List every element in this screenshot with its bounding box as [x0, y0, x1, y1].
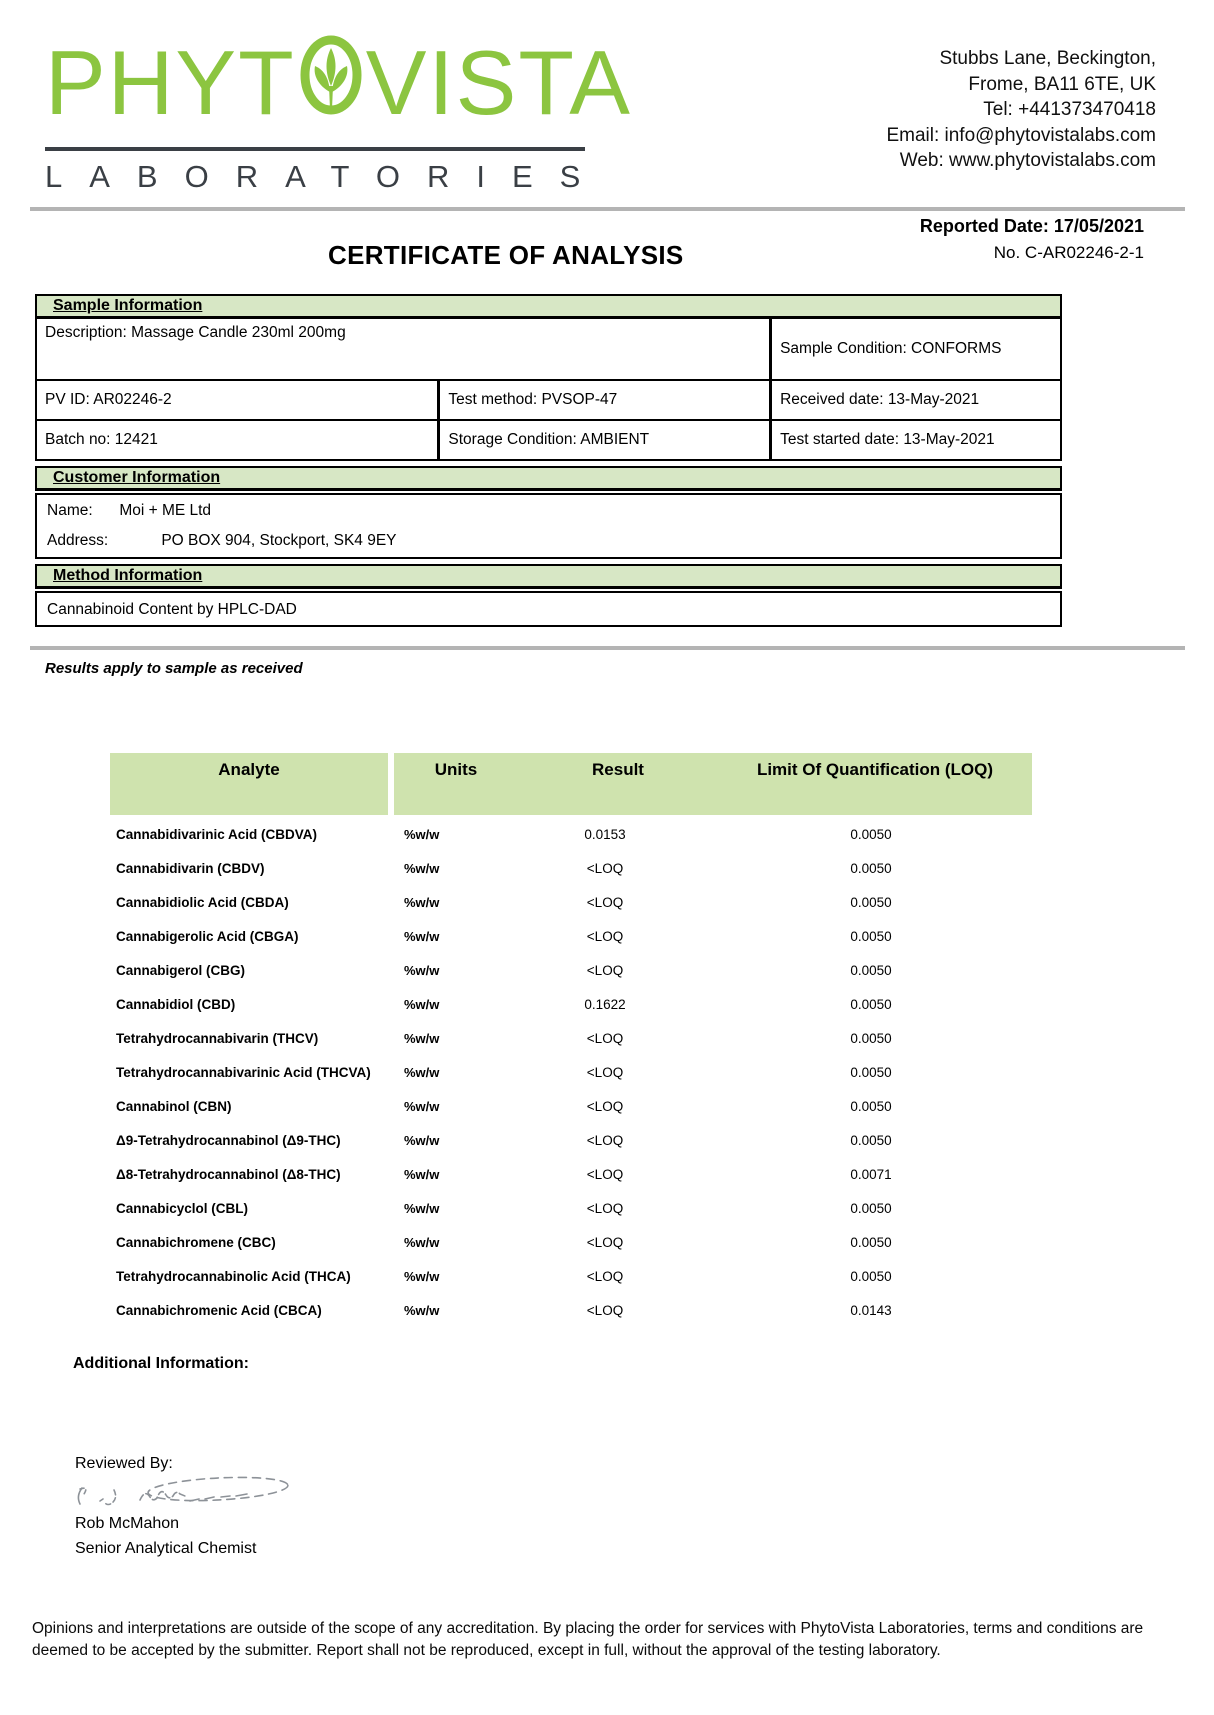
analyte-result: <LOQ — [586, 1064, 624, 1080]
table-row — [110, 885, 1032, 919]
analyte-units: %w/w — [404, 962, 440, 978]
customer-information-box — [35, 493, 1062, 559]
section-header-method-information: Method Information — [35, 564, 1062, 589]
analyte-result: <LOQ — [586, 1166, 624, 1182]
analyte-result: <LOQ — [586, 1302, 624, 1318]
customer-name: Moi + ME Ltd — [119, 502, 212, 519]
reviewed-by-label: Reviewed By: — [75, 1455, 173, 1472]
results-divider-line — [30, 646, 1185, 650]
certificate-title: CERTIFICATE OF ANALYSIS — [328, 240, 684, 270]
analyte-loq: 0.0050 — [850, 1132, 892, 1148]
analyte-units: %w/w — [404, 1234, 440, 1250]
table-row — [110, 1191, 1032, 1225]
analyte-result: <LOQ — [586, 860, 624, 876]
test-method: Test method: PVSOP-47 — [437, 381, 769, 419]
table-row — [110, 817, 1032, 851]
contact-line: Stubbs Lane, Beckington, — [939, 48, 1156, 69]
table-row — [110, 1225, 1032, 1259]
analyte-name: Tetrahydrocannabivarinic Acid (THCVA) — [116, 1064, 371, 1080]
analyte-units: %w/w — [404, 1200, 440, 1216]
logo-text-vista: VISTA — [365, 33, 632, 134]
test-started-date: Test started date: 13-May-2021 — [769, 421, 1060, 459]
customer-address-label: Address: — [47, 532, 109, 549]
method-information-box: Cannabinoid Content by HPLC-DAD — [35, 591, 1062, 627]
logo-divider — [45, 147, 585, 151]
analyte-result: <LOQ — [586, 928, 624, 944]
reviewer-name: Rob McMahon — [75, 1515, 180, 1532]
column-header-result: Result — [592, 760, 644, 779]
analyte-loq: 0.0050 — [850, 962, 892, 978]
analyte-units: %w/w — [404, 996, 440, 1012]
results-note: Results apply to sample as received — [45, 660, 303, 677]
analyte-loq: 0.0050 — [850, 1098, 892, 1114]
section-header-customer-information: Customer Information — [35, 466, 1062, 491]
table-row — [110, 987, 1032, 1021]
analyte-units: %w/w — [404, 894, 440, 910]
analyte-loq: 0.0050 — [850, 1030, 892, 1046]
sample-info-row-2 — [35, 421, 1062, 461]
table-row — [110, 919, 1032, 953]
customer-name-label: Name: — [47, 502, 93, 519]
logo-wordmark — [45, 33, 632, 134]
analyte-units: %w/w — [404, 1302, 440, 1318]
table-row — [110, 1259, 1032, 1293]
certificate-number: No. C-AR02246-2-1 — [993, 243, 1144, 262]
analyte-result: <LOQ — [586, 1234, 624, 1250]
analyte-name: Cannabidivarin (CBDV) — [116, 860, 265, 876]
additional-information-label: Additional Information: — [73, 1355, 249, 1372]
analyte-loq: 0.0050 — [850, 928, 892, 944]
section-header-sample-information: Sample Information — [35, 294, 1062, 319]
batch-no: Batch no: 12421 — [45, 431, 158, 448]
contact-line: Frome, BA11 6TE, UK — [968, 73, 1156, 95]
analyte-units: %w/w — [404, 928, 440, 944]
table-row — [110, 1055, 1032, 1089]
analyte-result: <LOQ — [586, 1200, 624, 1216]
analyte-name: Δ9-Tetrahydrocannabinol (Δ9-THC) — [116, 1132, 341, 1148]
analyte-name: Cannabidiolic Acid (CBDA) — [116, 894, 289, 910]
analyte-name: Tetrahydrocannabivarin (THCV) — [116, 1030, 319, 1046]
disclaimer-text: Opinions and interpretations are outside of the scope of any accreditation. By placing the order for services with PhytoVista Laboratories, terms and conditions are deemed to be accepted by the submitter. Report shall not be reproduced, except in full, without the approval of the testing laboratory. — [32, 1620, 1144, 1659]
analyte-units: %w/w — [404, 1132, 440, 1148]
logo-text-phyt: PHYT — [45, 33, 296, 134]
certificate-meta — [920, 216, 1144, 263]
pv-id: PV ID: AR02246-2 — [45, 391, 172, 408]
logo-subtitle: LABORATORIES — [45, 159, 608, 194]
analyte-name: Cannabigerol (CBG) — [116, 962, 246, 978]
analyte-loq: 0.0050 — [850, 894, 892, 910]
analyte-name: Cannabigerolic Acid (CBGA) — [116, 928, 299, 944]
reviewer-title: Senior Analytical Chemist — [75, 1540, 257, 1557]
analyte-name: Cannabicyclol (CBL) — [116, 1200, 249, 1216]
sample-information-grid — [35, 319, 1062, 461]
logo — [45, 33, 632, 195]
analyte-result: <LOQ — [586, 1098, 624, 1114]
results-table-header — [110, 753, 1032, 815]
analyte-name: Tetrahydrocannabinolic Acid (THCA) — [116, 1268, 351, 1284]
analyte-loq: 0.0050 — [850, 1234, 892, 1250]
analyte-result: <LOQ — [586, 962, 624, 978]
storage-condition: Storage Condition: AMBIENT — [437, 421, 769, 459]
analyte-loq: 0.0050 — [850, 1268, 892, 1284]
results-table — [110, 753, 1032, 1327]
analyte-result: 0.0153 — [584, 826, 626, 842]
analyte-loq: 0.0143 — [850, 1302, 892, 1318]
received-date: Received date: 13-May-2021 — [769, 381, 1060, 419]
analyte-result: <LOQ — [586, 894, 624, 910]
customer-name-row — [47, 502, 1050, 520]
table-row — [110, 1293, 1032, 1327]
sample-info-row-1 — [35, 381, 1062, 421]
table-row — [110, 1021, 1032, 1055]
analyte-loq: 0.0071 — [850, 1166, 892, 1182]
analyte-result: <LOQ — [586, 1132, 624, 1148]
contact-line: Tel: +441373470418 — [983, 99, 1156, 120]
analyte-loq: 0.0050 — [850, 1200, 892, 1216]
analyte-units: %w/w — [404, 1030, 440, 1046]
analyte-loq: 0.0050 — [850, 1064, 892, 1080]
analyte-result: <LOQ — [586, 1268, 624, 1284]
reported-date: Reported Date: 17/05/2021 — [919, 216, 1144, 236]
contact-block — [886, 46, 1156, 174]
customer-address-row — [47, 532, 1050, 550]
analyte-units: %w/w — [404, 826, 440, 842]
analyte-loq: 0.0050 — [850, 996, 892, 1012]
leaf-logo-icon — [296, 34, 366, 133]
analyte-units: %w/w — [404, 1166, 440, 1182]
contact-line: Email: info@phytovistalabs.com — [886, 124, 1156, 146]
analyte-loq: 0.0050 — [850, 826, 892, 842]
analyte-name: Cannabidivarinic Acid (CBDVA) — [116, 826, 318, 842]
column-header-units: Units — [434, 760, 478, 779]
results-table-header-right — [394, 753, 1032, 815]
table-row — [110, 1123, 1032, 1157]
analyte-result: <LOQ — [586, 1030, 624, 1046]
information-sections — [35, 294, 1062, 627]
analyte-units: %w/w — [404, 1064, 440, 1080]
customer-address: PO BOX 904, Stockport, SK4 9EY — [161, 532, 397, 549]
analyte-name: Cannabinol (CBN) — [116, 1098, 232, 1114]
column-header-analyte: Analyte — [110, 753, 388, 815]
table-row — [110, 953, 1032, 987]
results-table-body — [110, 817, 1032, 1327]
analyte-units: %w/w — [404, 1098, 440, 1114]
table-row — [110, 1089, 1032, 1123]
table-row — [110, 851, 1032, 885]
analyte-name: Cannabichromenic Acid (CBCA) — [116, 1302, 322, 1318]
analyte-units: %w/w — [404, 860, 440, 876]
table-row — [110, 1157, 1032, 1191]
header-divider-line — [30, 207, 1185, 211]
analyte-units: %w/w — [404, 1268, 440, 1284]
sample-condition: Sample Condition: CONFORMS — [769, 319, 1060, 379]
analyte-name: Δ8-Tetrahydrocannabinol (Δ8-THC) — [116, 1166, 341, 1182]
analyte-loq: 0.0050 — [850, 860, 892, 876]
analyte-name: Cannabichromene (CBC) — [116, 1234, 276, 1250]
sample-description: Description: Massage Candle 230ml 200mg — [45, 324, 346, 341]
sample-description-row — [35, 319, 1062, 381]
analyte-name: Cannabidiol (CBD) — [116, 996, 236, 1012]
contact-line: Web: www.phytovistalabs.com — [899, 150, 1156, 171]
analyte-result: 0.1622 — [584, 996, 626, 1012]
column-header-loq: Limit Of Quantification (LOQ) — [756, 760, 994, 779]
